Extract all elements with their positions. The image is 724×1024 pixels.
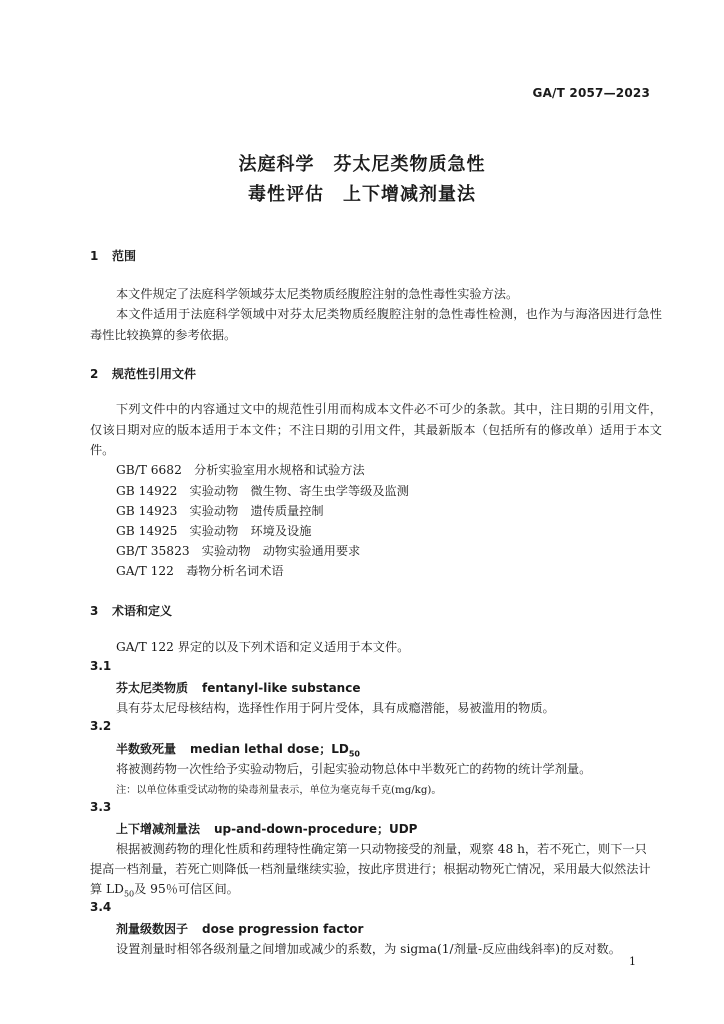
term-note: 注：以单位体重受试动物的染毒剂量表示，单位为毫克每千克(mg/kg)。 [116, 785, 442, 796]
term-definition-line [90, 880, 239, 898]
term-en: up-and-down-procedure；UDP [214, 822, 418, 836]
term-definition: 将被测药物一次性给予实验动物后，引起实验动物总体中半数死亡的药物的统计学剂量。 [116, 762, 592, 776]
term-definition: 设置剂量时相邻各级剂量之间增加或减少的系数，为 sigma(1/剂量-反应曲线斜率)的反对数。 [116, 942, 621, 956]
clause-number: 3.4 [90, 900, 112, 914]
clause-number: 3.3 [90, 800, 112, 814]
definition-text: 算 LD [90, 882, 124, 896]
reference-item: GB 14923 实验动物 遗传质量控制 [116, 504, 324, 518]
term-en: fentanyl-like substance [202, 681, 361, 695]
section-title: 规范性引用文件 [112, 367, 197, 381]
reference-item: GB/T 35823 实验动物 动物实验通用要求 [116, 544, 361, 558]
clause-number: 3.2 [90, 719, 112, 733]
reference-item: GB 14922 实验动物 微生物、寄生虫学等级及监测 [116, 484, 409, 498]
term-heading [116, 820, 417, 837]
section-3-heading [90, 602, 172, 619]
section-number: 3 [90, 604, 99, 618]
clause-number: 3.1 [90, 659, 112, 673]
section-1-paragraph-1: 本文件规定了法庭科学领域芬太尼类物质经腹腔注射的急性毒性实验方法。 [116, 287, 519, 301]
section-3-intro: GA/T 122 界定的以及下列术语和定义适用于本文件。 [116, 640, 410, 654]
definition-text: 及 95％可信区间。 [134, 882, 239, 896]
term-heading [116, 740, 360, 758]
section-2-heading [90, 365, 196, 382]
section-title: 术语和定义 [112, 604, 173, 618]
definition-subscript: 50 [123, 889, 135, 899]
section-1-paragraph-2: 本文件适用于法庭科学领域中对芬太尼类物质经腹腔注射的急性毒性检测，也作为与海洛因进行急性毒性比较换算的参考依据。 [90, 307, 662, 342]
page-number: 1 [629, 955, 636, 968]
document-title-line-2: 毒性评估 上下增减剂量法 [248, 184, 476, 205]
section-title: 范围 [112, 249, 137, 263]
term-en: dose progression factor [202, 922, 364, 936]
reference-item: GB 14925 实验动物 环境及设施 [116, 524, 312, 538]
term-definition-line: 根据被测药物的理化性质和药理特性确定第一只动物接受的剂量，观察 48 h，若不死亡，则下一只 [116, 842, 647, 856]
term-definition: 具有芬太尼母核结构，选择性作用于阿片受体，具有成瘾潜能，易被滥用的物质。 [116, 701, 555, 715]
term-heading [116, 920, 363, 937]
reference-item: GA/T 122 毒物分析名词术语 [116, 564, 284, 578]
standard-number: GA/T 2057—2023 [532, 86, 650, 100]
term-definition-line: 提高一档剂量，若死亡则降低一档剂量继续实验，按此序贯进行；根据动物死亡情况，采用最大似然法计 [90, 862, 651, 876]
document-title-line-1: 法庭科学 芬太尼类物质急性 [238, 154, 486, 175]
term-zh: 半数致死量 [116, 742, 177, 756]
section-1-heading [90, 247, 136, 264]
section-number: 2 [90, 367, 99, 381]
term-en: median lethal dose；LD [190, 742, 349, 756]
term-zh: 芬太尼类物质 [116, 681, 189, 695]
term-zh: 剂量级数因子 [116, 922, 189, 936]
term-en-subscript: 50 [348, 749, 360, 759]
reference-item: GB/T 6682 分析实验室用水规格和试验方法 [116, 463, 365, 477]
section-number: 1 [90, 249, 99, 263]
term-zh: 上下增减剂量法 [116, 822, 201, 836]
section-2-intro: 下列文件中的内容通过文中的规范性引用而构成本文件必不可少的条款。其中，注日期的引用文件，仅该日期对应的版本适用于本文件；不注日期的引用文件，其最新版本（包括所有的修改单）适用于本文件。 [90, 402, 662, 457]
term-heading [116, 679, 360, 696]
